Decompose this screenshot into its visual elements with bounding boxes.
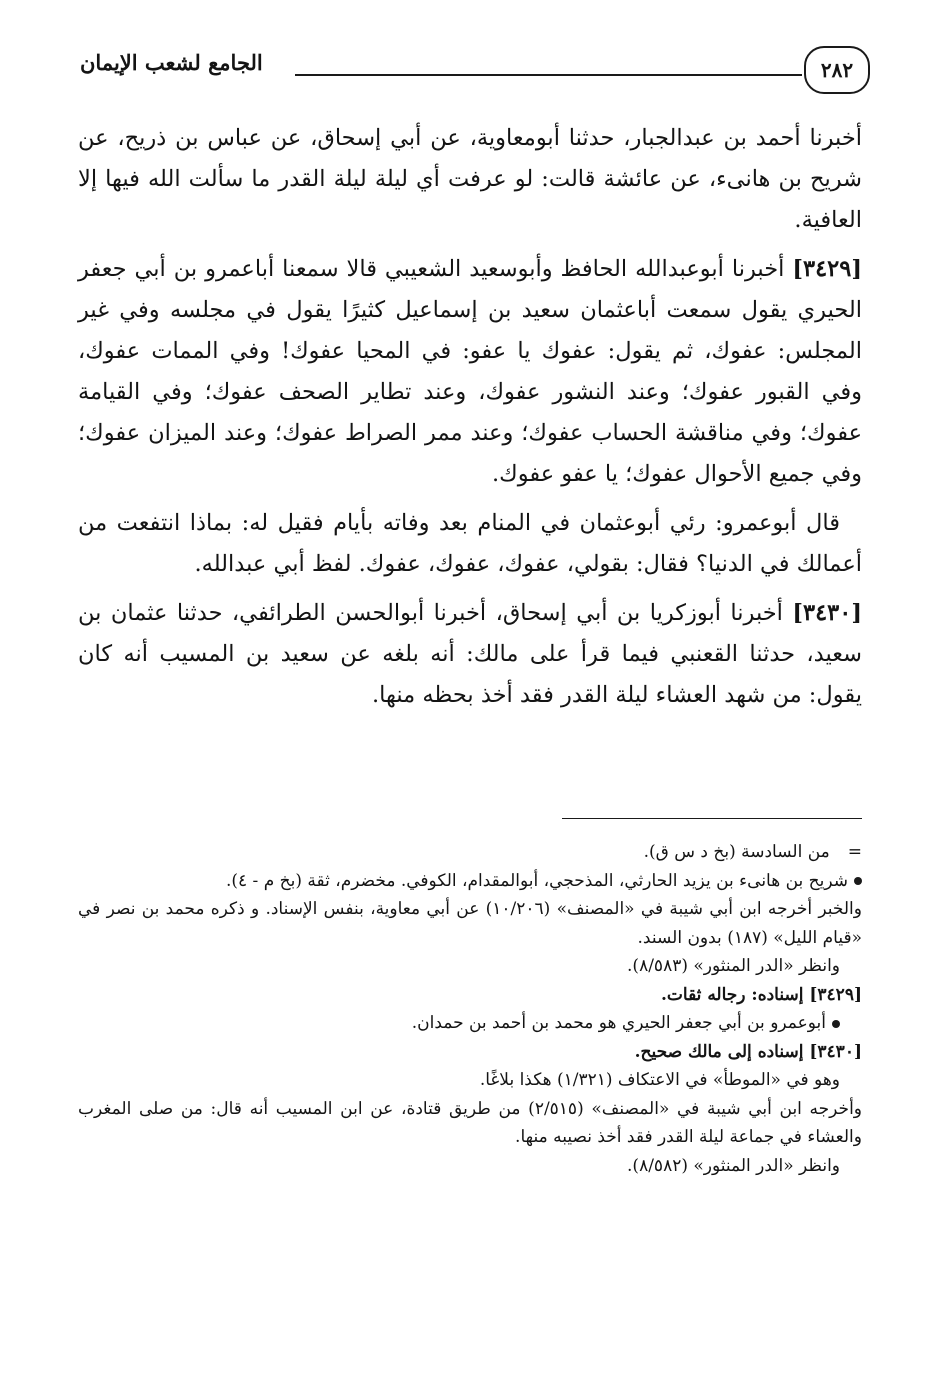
- bullet-icon: [832, 1020, 840, 1028]
- hadith-text: أخبرنا أبوزكريا بن أبي إسحاق، أخبرنا أبوالحسن الطرائفي، حدثنا عثمان بن سعيد، حدثنا القعنبي فيما قرأ على مالك: أنه بلغه عن سعيد بن المسيب أنه كان يقول: من شهد العشاء ليلة القدر فقد أخذ بحظه منها.: [78, 600, 862, 708]
- main-text: [78, 118, 862, 724]
- page-number: ٢٨٢: [804, 46, 870, 94]
- paragraph-abu-amr: قال أبوعمرو: رئي أبوعثمان في المنام بعد وفاته بأيام فقيل له: بماذا انتفعت من أعمالك في الدنيا؟ فقال: بقولي، عفوك، عفوك، عفوك. لفظ أبي عبدالله.: [78, 510, 862, 577]
- paragraph-hadith-3429: [78, 249, 862, 495]
- running-title: الجامع لشعب الإيمان: [80, 50, 263, 75]
- hadith-number: [٣٤٢٩]: [792, 256, 862, 282]
- footnote-line: أبوعمرو بن أبي جعفر الحيري هو محمد بن أحمد بن حمدان.: [78, 1009, 862, 1038]
- footnote-separator: [562, 818, 862, 819]
- footnote-line: وانظر «الدر المنثور» (٨/٥٨٣).: [627, 956, 840, 976]
- hadith-text: أخبرنا أبوعبدالله الحافظ وأبوسعيد الشعيبي قالا سمعنا أباعمرو بن أبي جعفر الحيري يقول سمعت أباعثمان سعيد بن إسماعيل كثيرًا يقول في مجلسه وفي غير المجلس: عفوك، ثم يقول: عفوك يا عفو: في المحيا عفوك! وفي الممات عفوك، وفي القبور عفوك؛ وعند النشور عفوك، وعند تطاير الصحف عفوك؛ وفي القيامة عفوك؛ وفي مناقشة الحساب عفوك؛ وعند ممر الصراط عفوك؛ وعند الميزان عفوك؛ وفي جميع الأحوال عفوك؛ يا عفو عفوك.: [78, 256, 862, 487]
- header-rule: [295, 74, 802, 76]
- footnote-line: شريح بن هانىء بن يزيد الحارثي، المذحجي، أبوالمقدام، الكوفي. مخضرم، ثقة (بخ م - ٤).: [78, 867, 862, 896]
- paragraph-hadith-3430: [78, 593, 862, 716]
- footnote-line: وهو في «الموطأ» في الاعتكاف (١/٣٢١) هكذا بلاغًا.: [479, 1070, 840, 1090]
- footnote-line: وانظر «الدر المنثور» (٨/٥٨٢).: [627, 1155, 840, 1176]
- page-header: [80, 40, 870, 100]
- footnote-heading: [٣٤٣٠] إسناده إلى مالك صحيح.: [634, 1041, 862, 1062]
- bullet-icon: [854, 877, 862, 885]
- footnote-line: والخبر أخرجه ابن أبي شيبة في «المصنف» (١٠/٢٠٦) عن أبي معاوية، بنفس الإسناد. و ذكره محمد بن نصر في «قيام الليل» (١٨٧) بدون السند.: [78, 899, 862, 948]
- hadith-number: [٣٤٣٠]: [792, 600, 862, 626]
- continuation-mark: =: [847, 842, 862, 862]
- footnotes: [78, 838, 862, 1180]
- paragraph-hadith-1: أخبرنا أحمد بن عبدالجبار، حدثنا أبومعاوية، عن أبي إسحاق، عن عباس بن ذريح، عن شريح بن هانىء، عن عائشة قالت: لو عرفت أي ليلة ليلة القدر ما سألت الله فيها إلا العافية.: [78, 125, 862, 233]
- footnote-heading: [٣٤٢٩] إسناده: رجاله ثقات.: [660, 984, 862, 1005]
- footnote-line: وأخرجه ابن أبي شيبة في «المصنف» (٢/٥١٥) من طريق قتادة، عن ابن المسيب أنه قال: من صلى المغرب والعشاء في جماعة ليلة القدر فقد أخذ نصيبه منها.: [78, 1098, 862, 1147]
- footnote-line: =من السادسة (بخ د س ق).: [643, 842, 862, 862]
